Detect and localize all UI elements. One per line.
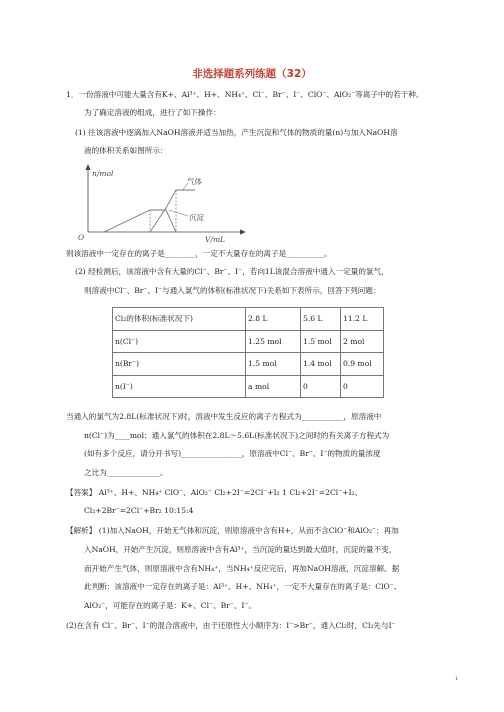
table-cell: n(Cl⁻) (113, 330, 246, 353)
answer-line: Cl₂+2Br⁻=2Cl⁻+Br₂ 10:15:4 (84, 506, 194, 515)
x-axis-arrow-icon (240, 230, 246, 235)
question-line: 则溶液中Cl⁻、Br⁻、I⁻与通入氯气的体积(标准状况下)关系如下表所示，回答下列问题： (84, 286, 381, 295)
table-header-cell: 11.2 L (341, 308, 384, 331)
question-line: n(Cl⁻)为____mol；通入氯气的体积在2.8L～5.6L(标准状况下)之间时的有关离子方程式为 (84, 431, 390, 440)
table-header-cell: 5.6 L (301, 308, 341, 331)
precipitate-leader-line (169, 210, 188, 216)
precipitate-label: 沉淀 (189, 213, 204, 222)
origin-label: O (78, 233, 85, 242)
question-line: (如有多个反应，请分开书写)________________，原溶液中Cl⁻、Br⁻、I⁻的物质的量浓度 (84, 449, 381, 458)
y-axis-label: n/mol (92, 169, 114, 178)
table-cell: n(I⁻) (113, 375, 246, 398)
question-line: 1．一份溶液中可能大量含有K+、Al³⁺、H+、NH₄⁺、Cl⁻、Br⁻、I⁻、ClO⁻、AlO₂⁻等离子中的若干种。 (66, 90, 424, 99)
analysis-line: 此判断：该溶液中一定存在的离子是：Al³⁺、H+、NH₄⁺，一定不大量存在的离子是：ClO⁻、 (84, 582, 402, 591)
question-line: 之比为______________。 (84, 468, 168, 477)
question-line: 液的体积关系如图所示： (84, 146, 168, 155)
question-line: 为了确定溶液的组成，进行了如下操作： (84, 108, 221, 117)
table-cell: 1.25 mol (246, 330, 301, 353)
precipitate-curve (96, 210, 176, 232)
table-cell: 0 (341, 375, 384, 398)
table-row (113, 353, 384, 376)
question-line: 当通入的氯气为2.8L(标准状况下)时，溶液中发生反应的离子方程式为___________，原溶液中 (66, 412, 382, 421)
table-header-cell: Cl₂的体积(标准状况下) (113, 308, 246, 331)
x-axis-label: V/mL (205, 235, 226, 244)
table-row (113, 330, 384, 353)
question-line: (1) 往该溶液中逐滴加入NaOH溶液并适当加热，产生沉淀和气体的物质的量(n)与加入NaOH溶 (75, 128, 398, 137)
analysis-line: 入NaOH，开始产生沉淀，则原溶液中含有Al³⁺，当沉淀的量达到最大值时，沉淀的量不变， (84, 545, 397, 554)
analysis-line: AlO₂⁻，可能存在的离子是：K+、Cl⁻、Br⁻、I⁻。 (84, 601, 257, 610)
table-cell: 1.5 mol (246, 353, 301, 376)
question-line: (2) 经检测后，该溶液中含有大量的Cl⁻、Br⁻、I⁻，若向1L该混合溶液中通入一定量的氯气， (75, 267, 389, 276)
table-cell: 1.4 mol (301, 353, 341, 376)
table-cell: a mol (246, 375, 301, 398)
precipitate-gas-graph (70, 160, 260, 245)
gas-label: 气体 (187, 177, 202, 186)
table-cell: 0.9 mol (341, 353, 384, 376)
page-title: 非选择题系列练题（32） (192, 68, 312, 80)
question-line: 则该溶液中一定存在的离子是________，一定不大量存在的离子是__________。 (66, 249, 332, 258)
chlorine-data-table (112, 307, 384, 398)
analysis-line: (2)在含有 Cl⁻、Br⁻、I⁻的混合溶液中，由于还原性大小顺序为：I⁻>Br⁻，通入Cl₂时，Cl₂先与I⁻ (66, 621, 396, 630)
table-cell: 2 mol (341, 330, 384, 353)
page-number: 1 (455, 676, 459, 682)
table-cell: 0 (301, 375, 341, 398)
table-cell: 1.5 mol (301, 330, 341, 353)
table-header-cell: 2.8 L (246, 308, 301, 331)
analysis-line: 而开始产生气体，则原溶液中含有NH₄⁺，当NH₄⁺反应完后，再加NaOH溶液，沉淀溶解。据 (84, 564, 400, 573)
table-cell: n(Br⁻) (113, 353, 246, 376)
table-row (113, 308, 384, 331)
table-row (113, 375, 384, 398)
analysis-line: 【解析】 (1)加入NaOH，开始无气体和沉淀，则原溶液中含有H+，从而不含ClO⁻和AlO₂⁻；再加 (66, 526, 399, 535)
answer-line: 【答案】 Al³⁺、H+、NH₄⁺ ClO⁻、AlO₂⁻ Cl₂+2I⁻=2Cl⁻+I₂ 1 Cl₂+2I⁻=2Cl⁻+I₂、 (66, 488, 363, 497)
y-axis-arrow-icon (86, 164, 91, 170)
